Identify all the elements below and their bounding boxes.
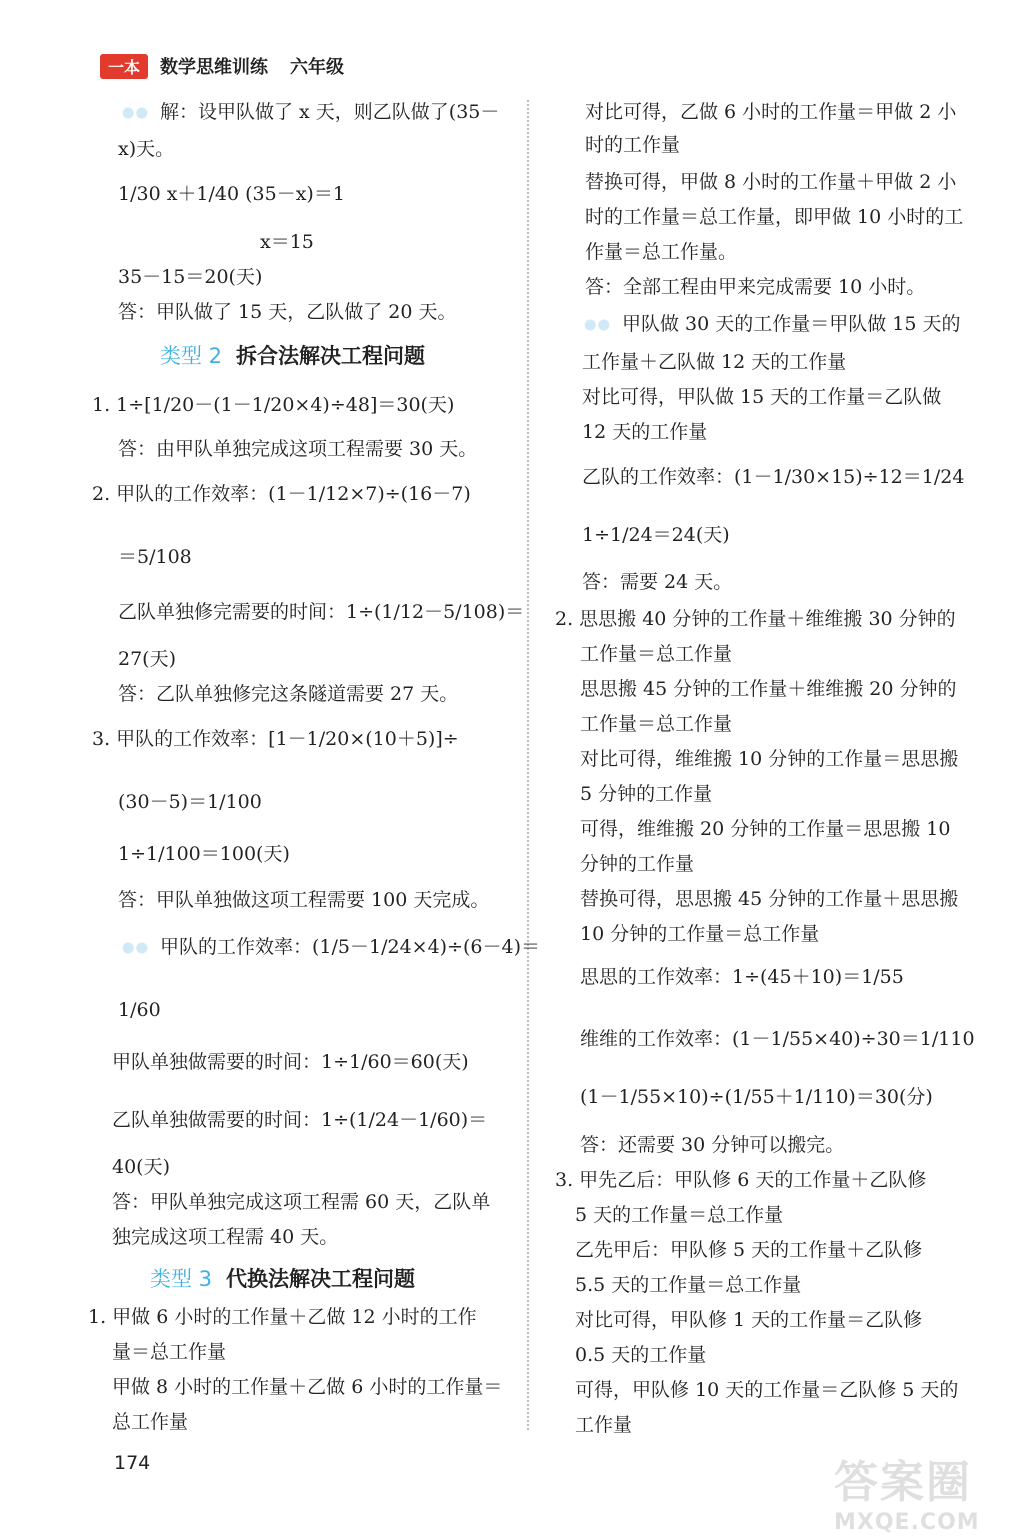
- line-content: 对比可得，甲队修 1 天的工作量＝乙队修: [575, 1309, 923, 1331]
- text-line: [118, 265, 262, 289]
- text-line: [92, 482, 471, 506]
- text-line: [118, 790, 262, 814]
- text-line: [580, 1027, 975, 1051]
- alternative-method-icon: [118, 940, 152, 956]
- text-line: [112, 1410, 188, 1434]
- column-divider: [527, 100, 529, 1430]
- text-line: [580, 887, 958, 911]
- page-header: [100, 52, 344, 80]
- text-line: [580, 642, 732, 666]
- text-line: [580, 1085, 933, 1109]
- text-line: [118, 545, 192, 569]
- text-line: [118, 998, 161, 1022]
- text-line: [118, 437, 477, 461]
- text-line: [112, 1108, 487, 1132]
- line-content: 甲队单独做需要的时间：1÷1/60＝60(天): [112, 1051, 469, 1073]
- line-content: 工作量＝总工作量: [580, 643, 733, 665]
- text-line: [555, 1168, 926, 1192]
- line-content: 答：甲队做了 15 天，乙队做了 20 天。: [118, 301, 457, 323]
- text-line: [585, 170, 956, 194]
- line-content: 1. 1÷[1/20－(1－1/20×4)÷48]＝30(天): [92, 394, 455, 416]
- text-line: [88, 1305, 477, 1329]
- line-content: ＝5/108: [118, 546, 192, 568]
- text-line: [112, 1190, 490, 1214]
- line-content: 思思搬 45 分钟的工作量＋维维搬 20 分钟的: [580, 678, 957, 700]
- line-content: 3. 甲队的工作效率：[1－1/20×(10＋5)]÷: [92, 728, 459, 750]
- line-content: 总工作量: [112, 1411, 189, 1433]
- text-line: [575, 1203, 783, 1227]
- text-line: [582, 465, 964, 489]
- text-line: [585, 205, 963, 229]
- text-line: [118, 935, 540, 959]
- page-number: 174: [114, 1452, 151, 1474]
- line-content: 对比可得，乙做 6 小时的工作量＝甲做 2 小: [585, 101, 957, 123]
- text-line: [118, 600, 524, 624]
- line-content: 答：全部工程由甲来完成需要 10 小时。: [585, 276, 926, 298]
- line-content: 甲做 8 小时的工作量＋乙做 6 小时的工作量＝: [112, 1376, 503, 1398]
- alternative-method-icon: [580, 317, 614, 333]
- text-line: [585, 133, 680, 157]
- line-content: 35－15＝20(天): [118, 266, 263, 288]
- text-line: [580, 852, 694, 876]
- line-content: 甲队做 30 天的工作量＝甲队做 15 天的: [622, 313, 961, 335]
- text-line: [112, 1225, 338, 1249]
- line-content: 5.5 天的工作量＝总工作量: [575, 1274, 802, 1296]
- section-title: 代换法解决工程问题: [226, 1267, 416, 1291]
- text-line: [582, 350, 846, 374]
- section-type-label: 类型 2: [160, 344, 223, 368]
- text-line: [112, 1375, 502, 1399]
- line-content: 工作量＋乙队做 12 天的工作量: [582, 351, 847, 373]
- text-line: [118, 300, 457, 324]
- line-content: x)天。: [118, 138, 175, 160]
- section-heading: [150, 1263, 415, 1293]
- text-line: [582, 570, 732, 594]
- line-content: x＝15: [260, 231, 314, 253]
- text-line: [92, 727, 459, 751]
- line-content: 0.5 天的工作量: [575, 1344, 707, 1366]
- line-content: 思思的工作效率：1÷(45＋10)＝1/55: [580, 966, 904, 988]
- section-title: 拆合法解决工程问题: [236, 344, 426, 368]
- line-content: 40(天): [112, 1156, 171, 1178]
- line-content: 1/60: [118, 999, 161, 1021]
- line-content: 可得，维维搬 20 分钟的工作量＝思思搬 10: [580, 818, 951, 840]
- text-line: [118, 647, 176, 671]
- line-content: (30－5)＝1/100: [118, 791, 262, 813]
- text-line: [575, 1238, 922, 1262]
- alternative-method-icon: [118, 105, 152, 121]
- watermark-url: MXQE.COM: [834, 1510, 980, 1535]
- line-content: 5 分钟的工作量: [580, 783, 713, 805]
- text-line: [580, 312, 961, 336]
- text-line: [585, 240, 737, 264]
- text-line: [580, 712, 732, 736]
- line-content: (1－1/55×10)÷(1/55＋1/110)＝30(分): [580, 1086, 933, 1108]
- line-content: 替换可得，思思搬 45 分钟的工作量＋思思搬: [580, 888, 959, 910]
- text-line: [112, 1155, 170, 1179]
- line-content: 甲队的工作效率：(1/5－1/24×4)÷(6－4)＝: [160, 936, 541, 958]
- text-line: [575, 1413, 632, 1437]
- line-content: 分钟的工作量: [580, 853, 695, 875]
- watermark: [834, 1446, 1004, 1535]
- line-content: 27(天): [118, 648, 177, 670]
- text-line: [118, 182, 345, 206]
- book-title: 数学思维训练: [160, 57, 269, 78]
- line-content: 2. 甲队的工作效率：(1－1/12×7)÷(16－7): [92, 483, 471, 505]
- text-line: [575, 1273, 801, 1297]
- line-content: 替换可得，甲做 8 小时的工作量＋甲做 2 小: [585, 171, 957, 193]
- line-content: 工作量＝总工作量: [580, 713, 733, 735]
- text-line: [580, 817, 950, 841]
- brand-logo: 一本: [100, 54, 148, 79]
- text-line: [575, 1343, 706, 1367]
- line-content: 答：需要 24 天。: [582, 571, 733, 593]
- text-line: [92, 393, 454, 417]
- text-line: [118, 888, 489, 912]
- line-content: 3. 甲先乙后：甲队修 6 天的工作量＋乙队修: [555, 1169, 927, 1191]
- text-line: [555, 607, 956, 631]
- section-type-label: 类型 3: [150, 1267, 213, 1291]
- text-line: [580, 747, 958, 771]
- line-content: 独完成这项工程需 40 天。: [112, 1226, 339, 1248]
- line-content: 对比可得，维维搬 10 分钟的工作量＝思思搬: [580, 748, 959, 770]
- line-content: 答：甲队单独做这项工程需要 100 天完成。: [118, 889, 490, 911]
- line-content: 1÷1/24＝24(天): [582, 524, 730, 546]
- line-content: 维维的工作效率：(1－1/55×40)÷30＝1/110: [580, 1028, 975, 1050]
- text-line: [580, 782, 712, 806]
- line-content: 乙先甲后：甲队修 5 天的工作量＋乙队修: [575, 1239, 923, 1261]
- line-content: 答：由甲队单独完成这项工程需要 30 天。: [118, 438, 478, 460]
- line-content: 量＝总工作量: [112, 1341, 227, 1363]
- text-line: [118, 100, 499, 124]
- line-content: 答：乙队单独修完这条隧道需要 27 天。: [118, 683, 459, 705]
- line-content: 工作量: [575, 1414, 633, 1436]
- line-content: 答：甲队单独完成这项工程需 60 天，乙队单: [112, 1191, 491, 1213]
- text-line: [582, 420, 707, 444]
- text-line: [580, 922, 819, 946]
- grade-label: 六年级: [290, 57, 345, 78]
- text-line: [580, 1133, 844, 1157]
- text-line: [580, 677, 957, 701]
- text-line: [118, 137, 174, 161]
- line-content: 5 天的工作量＝总工作量: [575, 1204, 784, 1226]
- text-line: [575, 1378, 958, 1402]
- text-line: [580, 965, 904, 989]
- text-line: [112, 1340, 226, 1364]
- text-line: [585, 100, 956, 124]
- line-content: 12 天的工作量: [582, 421, 708, 443]
- line-content: 乙队单独修完需要的时间：1÷(1/12－5/108)＝: [118, 601, 525, 623]
- text-line: [575, 1308, 922, 1332]
- text-line: [582, 385, 941, 409]
- line-content: 时的工作量＝总工作量，即甲做 10 小时的工: [585, 206, 964, 228]
- text-line: [260, 230, 314, 254]
- line-content: 2. 思思搬 40 分钟的工作量＋维维搬 30 分钟的: [555, 608, 956, 630]
- line-content: 答：还需要 30 分钟可以搬完。: [580, 1134, 845, 1156]
- line-content: 对比可得，甲队做 15 天的工作量＝乙队做: [582, 386, 942, 408]
- line-content: 1÷1/100＝100(天): [118, 843, 290, 865]
- line-content: 1. 甲做 6 小时的工作量＋乙做 12 小时的工作: [88, 1306, 477, 1328]
- line-content: 10 分钟的工作量＝总工作量: [580, 923, 820, 945]
- line-content: 解：设甲队做了 x 天，则乙队做了(35－: [160, 101, 500, 123]
- section-heading: [160, 340, 425, 370]
- text-line: [118, 842, 290, 866]
- text-line: [582, 523, 730, 547]
- line-content: 乙队单独做需要的时间：1÷(1/24－1/60)＝: [112, 1109, 488, 1131]
- line-content: 1/30 x＋1/40 (35－x)＝1: [118, 183, 345, 205]
- watermark-main: 答案圈: [834, 1457, 972, 1508]
- line-content: 作量＝总工作量。: [585, 241, 738, 263]
- line-content: 乙队的工作效率：(1－1/30×15)÷12＝1/24: [582, 466, 965, 488]
- line-content: 时的工作量: [585, 134, 681, 156]
- text-line: [118, 682, 458, 706]
- text-line: [585, 275, 925, 299]
- text-line: [112, 1050, 469, 1074]
- line-content: 可得，甲队修 10 天的工作量＝乙队修 5 天的: [575, 1379, 959, 1401]
